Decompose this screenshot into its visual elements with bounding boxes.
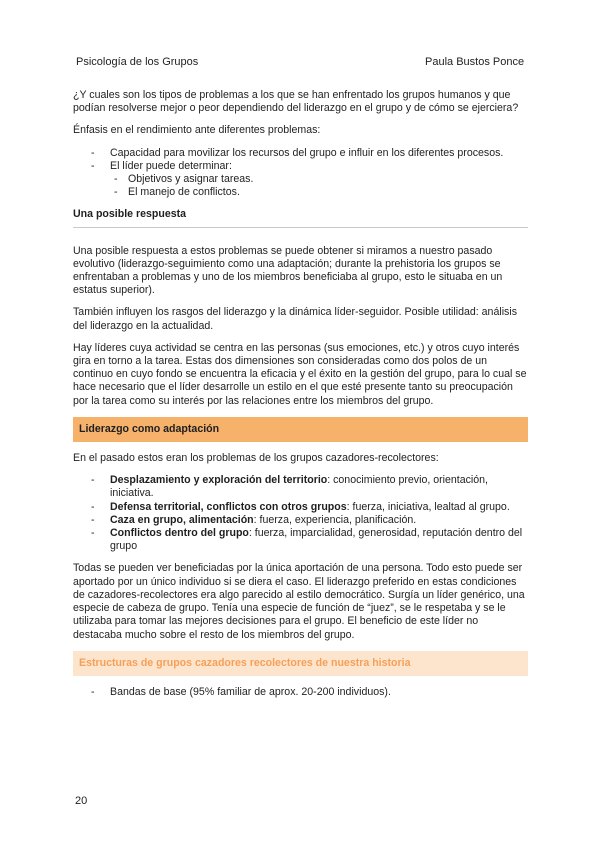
page-content — [73, 89, 528, 708]
list-item — [73, 501, 528, 514]
list-item-rest: : fuerza, iniciativa, lealtad al grupo. — [346, 500, 510, 513]
problems-list — [73, 474, 528, 553]
paragraph: También influyen los rasgos del liderazgo y la dinámica líder-seguidor. Posible utilidad: análisis del liderazgo en la actualidad. — [73, 306, 518, 332]
sub-list-item: - Objetivos y asignar tareas. — [110, 173, 528, 186]
list-item: - Bandas de base (95% familiar de aprox. 20-200 individuos). — [73, 686, 528, 699]
header-author: Paula Bustos Ponce — [425, 56, 525, 68]
list-item-bold: Conflictos dentro del grupo — [110, 527, 249, 540]
paragraph: Hay líderes cuya actividad se centra en las personas (sus emociones, etc.) y otros cuyo interés gira en torno a la tarea. Estas dos dimensiones son consideradas como dos polos de un continuo en cuyo fondo se encuentra la eficacia y el éxito en la gestión del grupo, para lo cual se hace necesario que el líder desarrolle un estilo en el que esté presente tanto su preocupación por la tarea como su interés por las relaciones entre los miembros del grupo. — [73, 341, 527, 407]
page-number: 20 — [75, 795, 88, 807]
list-item-text: El líder puede determinar: — [110, 159, 232, 172]
intro-bullet-list — [73, 147, 528, 200]
list-item-rest: : conocimiento previo, orientación, iniciativa. — [110, 474, 488, 500]
section-heading-liderazgo-adaptacion: Liderazgo como adaptación — [73, 417, 528, 442]
section2-intro: En el pasado estos eran los problemas de los grupos cazadores-recolectores: — [73, 452, 439, 465]
list-item — [73, 514, 528, 527]
header-course-title: Psicología de los Grupos — [76, 56, 199, 68]
list-item — [73, 474, 528, 500]
structures-list — [73, 686, 528, 699]
list-item-rest: : fuerza, experiencia, planificación. — [253, 513, 417, 526]
paragraph: Una posible respuesta a estos problemas se puede obtener si miramos a nuestro pasado evolutivo (liderazgo-seguimiento como una adaptación; durante la prehistoria los grupos se enfrentaban a problemas y uno de los miembros beneficiaba al grupo, esto le situaba en un estatus superior). — [73, 244, 503, 297]
list-item-bold: Defensa territorial, conflictos con otros grupos — [110, 500, 347, 513]
paragraph: Todas se pueden ver beneficiadas por la única aportación de una persona. Todo esto puede ser aportado por un único individuo si se diera el caso. El liderazgo preferido en estas condiciones de cazadores-recolectores era algo parecido al estilo democrático. Surgía un líder genérico, una especie de cabeza de grupo. Tenía una especie de función de “juez”, se le respetaba y se le utilizaba para tomar las mejores decisiones para el grupo. El beneficio de este líder no destacaba mucho sobre el resto de los miembros del grupo. — [73, 562, 525, 641]
list-item — [73, 160, 528, 200]
list-item-bold: Desplazamiento y exploración del territorio — [110, 474, 328, 487]
list-item: - Capacidad para movilizar los recursos del grupo e influir en los diferentes procesos. — [73, 147, 528, 160]
section-heading-estructuras: Estructuras de grupos cazadores recolectores de nuestra historia — [73, 651, 528, 676]
list-item — [73, 527, 528, 553]
intro-sub-list — [110, 173, 528, 199]
intro-emphasis: Énfasis en el rendimiento ante diferentes problemas: — [73, 124, 321, 137]
section-heading-una-posible-respuesta: Una posible respuesta — [73, 208, 528, 227]
sub-list-item: - El manejo de conflictos. — [110, 186, 528, 199]
intro-question: ¿Y cuales son los tipos de problemas a los que se han enfrentado los grupos humanos y que podían resolverse mejor o peor dependiendo del liderazgo en el grupo y de cómo se ejerciera? — [73, 89, 519, 115]
list-item-rest: : fuerza, imparcialidad, generosidad, reputación dentro del grupo — [110, 527, 523, 553]
list-item-bold: Caza en grupo, alimentación — [110, 513, 254, 526]
